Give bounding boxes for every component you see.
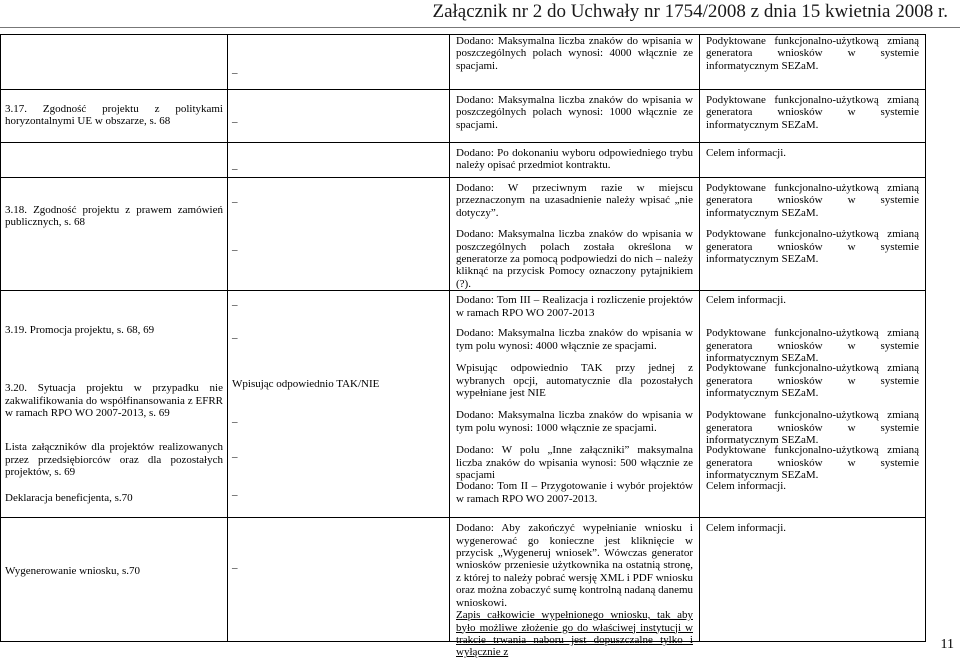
justification-text: Podyktowane funkcjonalno-użytkową zmianą generatora wniosków w systemie informatycznym SEZaM. bbox=[706, 182, 919, 219]
section-cell bbox=[1, 518, 228, 642]
justification-text: Podyktowane funkcjonalno-użytkową zmianą generatora wniosków w systemie informatycznym SEZaM. bbox=[706, 362, 919, 400]
old-text-cell bbox=[228, 291, 450, 518]
section-text: 3.20. Sytuacja projektu w przypadku nie zakwalifikowania do współfinansowania z EFRR w ramach RPO WO 2007-2013, s. 69 bbox=[5, 382, 223, 420]
change-cell bbox=[450, 291, 700, 518]
section-text: Deklaracja beneficjenta, s.70 bbox=[5, 492, 133, 505]
section-text: Lista załączników dla projektów realizowanych przez przedsiębiorców oraz dla pozostałych projektów, s. 69 bbox=[5, 441, 223, 479]
header-title: Załącznik nr 2 do Uchwały nr 1754/2008 z dnia 15 kwietnia 2008 r. bbox=[432, 1, 948, 22]
justification-text: Celem informacji. bbox=[706, 294, 787, 307]
dash-mark: _ bbox=[232, 485, 238, 498]
table-row bbox=[1, 90, 926, 143]
justification-cell bbox=[700, 518, 926, 642]
section-text: 3.19. Promocja projektu, s. 68, 69 bbox=[5, 324, 155, 337]
dash-mark: _ bbox=[232, 295, 238, 308]
dash-mark: _ bbox=[232, 63, 238, 75]
dash-mark: _ bbox=[232, 447, 238, 460]
section-cell bbox=[1, 143, 228, 178]
page-number: 11 bbox=[940, 637, 954, 652]
old-text: Wpisując odpowiednio TAK/NIE bbox=[232, 378, 380, 391]
table-row bbox=[1, 518, 926, 642]
dash-mark: _ bbox=[232, 412, 238, 425]
dash-mark: _ bbox=[232, 159, 238, 171]
change-text: Dodano: Maksymalna liczba znaków do wpisania w tym polu wynosi: 1000 włącznie ze spacjami. bbox=[456, 409, 693, 434]
old-text-cell bbox=[228, 143, 450, 178]
justification-cell bbox=[700, 178, 926, 291]
section-cell bbox=[1, 90, 228, 143]
change-cell bbox=[450, 90, 700, 143]
change-cell bbox=[450, 35, 700, 90]
change-text-underlined: Zapis całkowicie wypełnionego wniosku, tak aby było możliwe złożenie go do właściwej instytucji w trakcie trwania naboru jest dopuszczalne tylko i wyłącznie z bbox=[456, 609, 693, 659]
justification-text: Podyktowane funkcjonalno-użytkową zmianą generatora wniosków w systemie informatycznym SEZaM. bbox=[706, 444, 919, 482]
justification-text: Podyktowane funkcjonalno-użytkową zmianą generatora wniosków w systemie informatycznym SEZaM. bbox=[706, 327, 919, 365]
justification-text: Celem informacji. bbox=[706, 480, 787, 493]
justification-cell bbox=[700, 291, 926, 518]
dash-mark: _ bbox=[232, 328, 238, 341]
dash-mark: _ bbox=[232, 192, 238, 204]
change-text: Wpisując odpowiednio TAK przy jednej z wybranych opcji, automatycznie dla pozostałych wypełniane jest NIE bbox=[456, 362, 693, 400]
table-row bbox=[1, 291, 926, 518]
justification-text: Podyktowane funkcjonalno-użytkową zmianą generatora wniosków w systemie informatycznym SEZaM. bbox=[706, 228, 919, 266]
old-text-cell bbox=[228, 35, 450, 90]
dash-mark: _ bbox=[232, 112, 238, 124]
justification-text: Podyktowane funkcjonalno-użytkową zmianą generatora wniosków w systemie informatycznym SEZaM. bbox=[706, 409, 919, 447]
section-text: 3.17. Zgodność projektu z politykami horyzontalnymi UE w obszarze, s. 68 bbox=[5, 103, 223, 128]
justification-cell bbox=[700, 143, 926, 178]
dash-mark: _ bbox=[232, 240, 238, 252]
changes-table bbox=[0, 34, 926, 659]
change-cell bbox=[450, 518, 700, 659]
section-cell bbox=[1, 35, 228, 90]
change-cell bbox=[450, 143, 700, 178]
section-text: 3.18. Zgodność projektu z prawem zamówień publicznych, s. 68 bbox=[5, 204, 223, 229]
justification-cell bbox=[700, 35, 926, 90]
change-text: Dodano: Maksymalna liczba znaków do wpisania w poszczególnych polach została określona w generatorze za pomocą podpowiedzi do nich – należy kliknąć na przycisk Pomocy oznaczony pytajnikiem (?). bbox=[456, 228, 693, 290]
change-cell bbox=[450, 178, 700, 291]
change-text: Dodano: W przeciwnym razie w miejscu przeznaczonym na uzasadnienie należy wpisać „nie dotyczy”. bbox=[456, 182, 693, 219]
section-cell bbox=[1, 178, 228, 291]
justification-text: Celem informacji. bbox=[706, 522, 787, 535]
change-text: Dodano: Tom III – Realizacja i rozliczenie projektów w ramach RPO WO 2007-2013 bbox=[456, 294, 693, 319]
section-cell bbox=[1, 291, 228, 518]
old-text-cell bbox=[228, 90, 450, 143]
change-text: Dodano: W polu „Inne załączniki” maksymalna liczba znaków do wpisania wynosi: 500 włącznie ze spacjami bbox=[456, 444, 693, 482]
page-header bbox=[0, 0, 960, 28]
justification-text: Podyktowane funkcjonalno-użytkową zmianą generatora wniosków w systemie informatycznym SEZaM. bbox=[706, 94, 919, 131]
section-text: Wygenerowanie wniosku, s.70 bbox=[5, 565, 140, 578]
change-text: Dodano: Aby zakończyć wypełnianie wniosku i wygenerować go konieczne jest kliknięcie w przycisk „Wygeneruj wniosek”. Wówczas generator wniosków przeniesie użytkownika na ostatnią stronę, z której to należy pobrać wersję XML i PDF wniosku oraz można zobaczyć sumę kontrolną nadaną danemu wnioskowi. bbox=[456, 522, 694, 609]
justification-cell bbox=[700, 90, 926, 143]
change-text: Dodano: Maksymalna liczba znaków do wpisania w tym polu wynosi: 4000 włącznie ze spacjami. bbox=[456, 327, 693, 352]
justification-text: Podyktowane funkcjonalno-użytkową zmianą generatora wniosków w systemie informatycznym SEZaM. bbox=[706, 35, 919, 72]
table-row bbox=[1, 178, 926, 291]
change-text: Dodano: Po dokonaniu wyboru odpowiedniego trybu należy opisać przedmiot kontraktu. bbox=[456, 147, 693, 172]
dash-mark: _ bbox=[232, 558, 238, 571]
table-row bbox=[1, 35, 926, 90]
change-text: Dodano: Tom II – Przygotowanie i wybór projektów w ramach RPO WO 2007-2013. bbox=[456, 480, 693, 505]
old-text-cell bbox=[228, 178, 450, 291]
old-text-cell bbox=[228, 518, 450, 642]
justification-text: Celem informacji. bbox=[706, 147, 787, 159]
change-text: Dodano: Maksymalna liczba znaków do wpisania w poszczególnych polach wynosi: 4000 włącznie ze spacjami. bbox=[456, 35, 693, 72]
table-row bbox=[1, 143, 926, 178]
change-text: Dodano: Maksymalna liczba znaków do wpisania w poszczególnych polach wynosi: 1000 włącznie ze spacjami. bbox=[456, 94, 693, 131]
